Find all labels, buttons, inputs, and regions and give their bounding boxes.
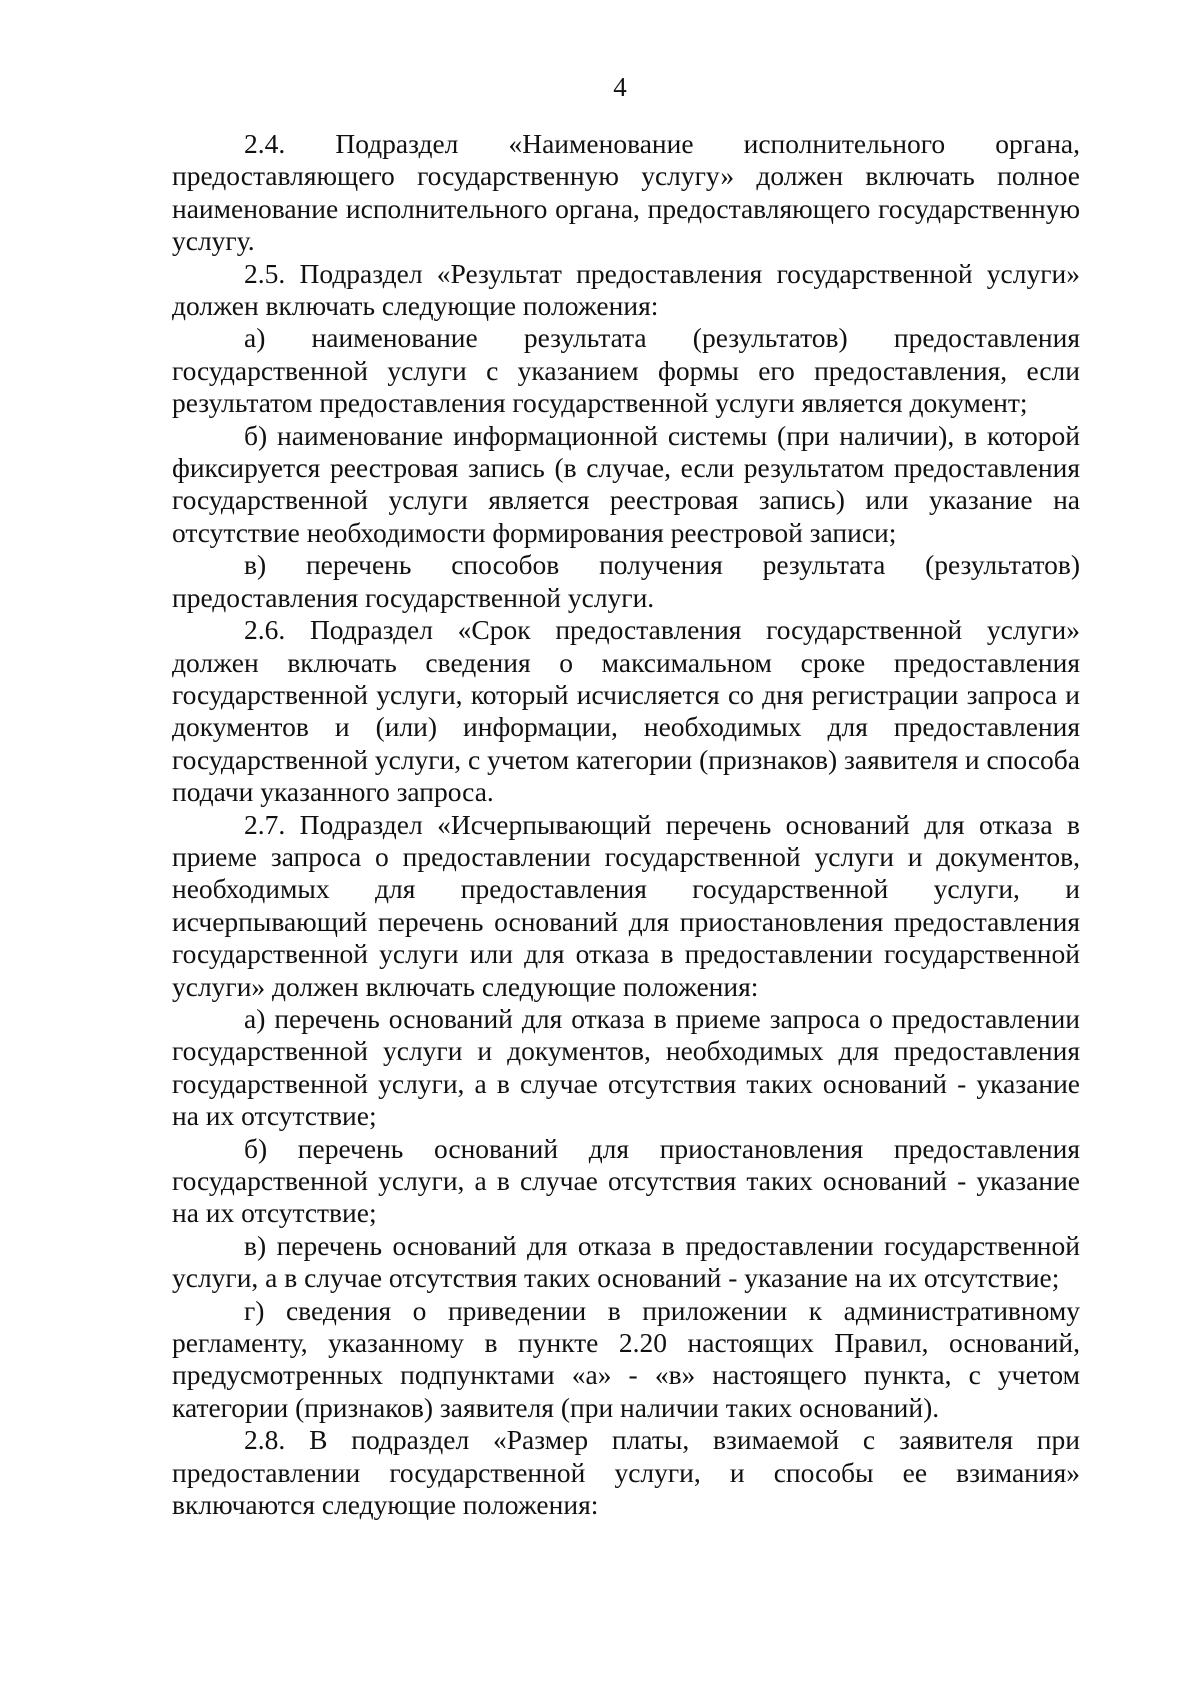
paragraph-2-6: 2.6. Подраздел «Срок предоставления государственной услуги» должен включать сведения о максимальном сроке предоставления государственной услуги, который исчисляется со дня регистрации запроса и документов и (или) информации, необходимых для предоставления государственной услуги, с учетом категории (признаков) заявителя и способа подачи указанного запроса. — [172, 614, 1080, 808]
paragraph-2-5: 2.5. Подраздел «Результат предоставления государственной услуги» должен включать следующие положения: — [172, 257, 1080, 322]
paragraph-2-5-a: а) наименование результата (результатов) предоставления государственной услуги с указанием формы его предоставления, если результатом предоставления государственной услуги является документ; — [172, 322, 1080, 419]
paragraph-2-7-v: в) перечень оснований для отказа в предоставлении государственной услуги, а в случае отсутствия таких оснований - указание на их отсутствие; — [172, 1229, 1080, 1294]
paragraph-2-5-v: в) перечень способов получения результата (результатов) предоставления государственной услуги. — [172, 549, 1080, 613]
paragraph-2-8: 2.8. В подраздел «Размер платы, взимаемой с заявителя при предоставлении государственной услуги, и способы ее взимания» включаются следующие положения: — [172, 1424, 1080, 1521]
paragraph-2-7: 2.7. Подраздел «Исчерпывающий перечень оснований для отказа в приеме запроса о предоставлении государственной услуги и документов, необходимых для предоставления государственной услуги, и исчерпывающий перечень оснований для приостановления предоставления государственной услуги или для отказа в предоставлении государственной услуги» должен включать следующие положения: — [172, 808, 1080, 1002]
document-body — [172, 128, 1080, 1521]
paragraph-2-7-g: г) сведения о приведении в приложении к административному регламенту, указанному в пункте 2.20 настоящих Правил, оснований, предусмотренных подпунктами «а» - «в» настоящего пункта, с учетом категории (признаков) заявителя (при наличии таких оснований). — [172, 1294, 1080, 1423]
paragraph-2-4: 2.4. Подраздел «Наименование исполнительного органа, предоставляющего государственную услугу» должен включать полное наименование исполнительного органа, предоставляющего государственную услугу. — [172, 128, 1080, 257]
page-number: 4 — [613, 72, 627, 102]
paragraph-2-7-b: б) перечень оснований для приостановления предоставления государственной услуги, а в случае отсутствия таких оснований - указание на их отсутствие; — [172, 1132, 1080, 1229]
paragraph-2-5-b: б) наименование информационной системы (при наличии), в которой фиксируется реестровая запись (в случае, если результатом предоставления государственной услуги является реестровая запись) или указание на отсутствие необходимости формирования реестровой записи; — [172, 419, 1080, 548]
paragraph-2-7-a: а) перечень оснований для отказа в приеме запроса о предоставлении государственной услуги и документов, необходимых для предоставления государственной услуги, а в случае отсутствия таких оснований - указание на их отсутствие; — [172, 1002, 1080, 1132]
